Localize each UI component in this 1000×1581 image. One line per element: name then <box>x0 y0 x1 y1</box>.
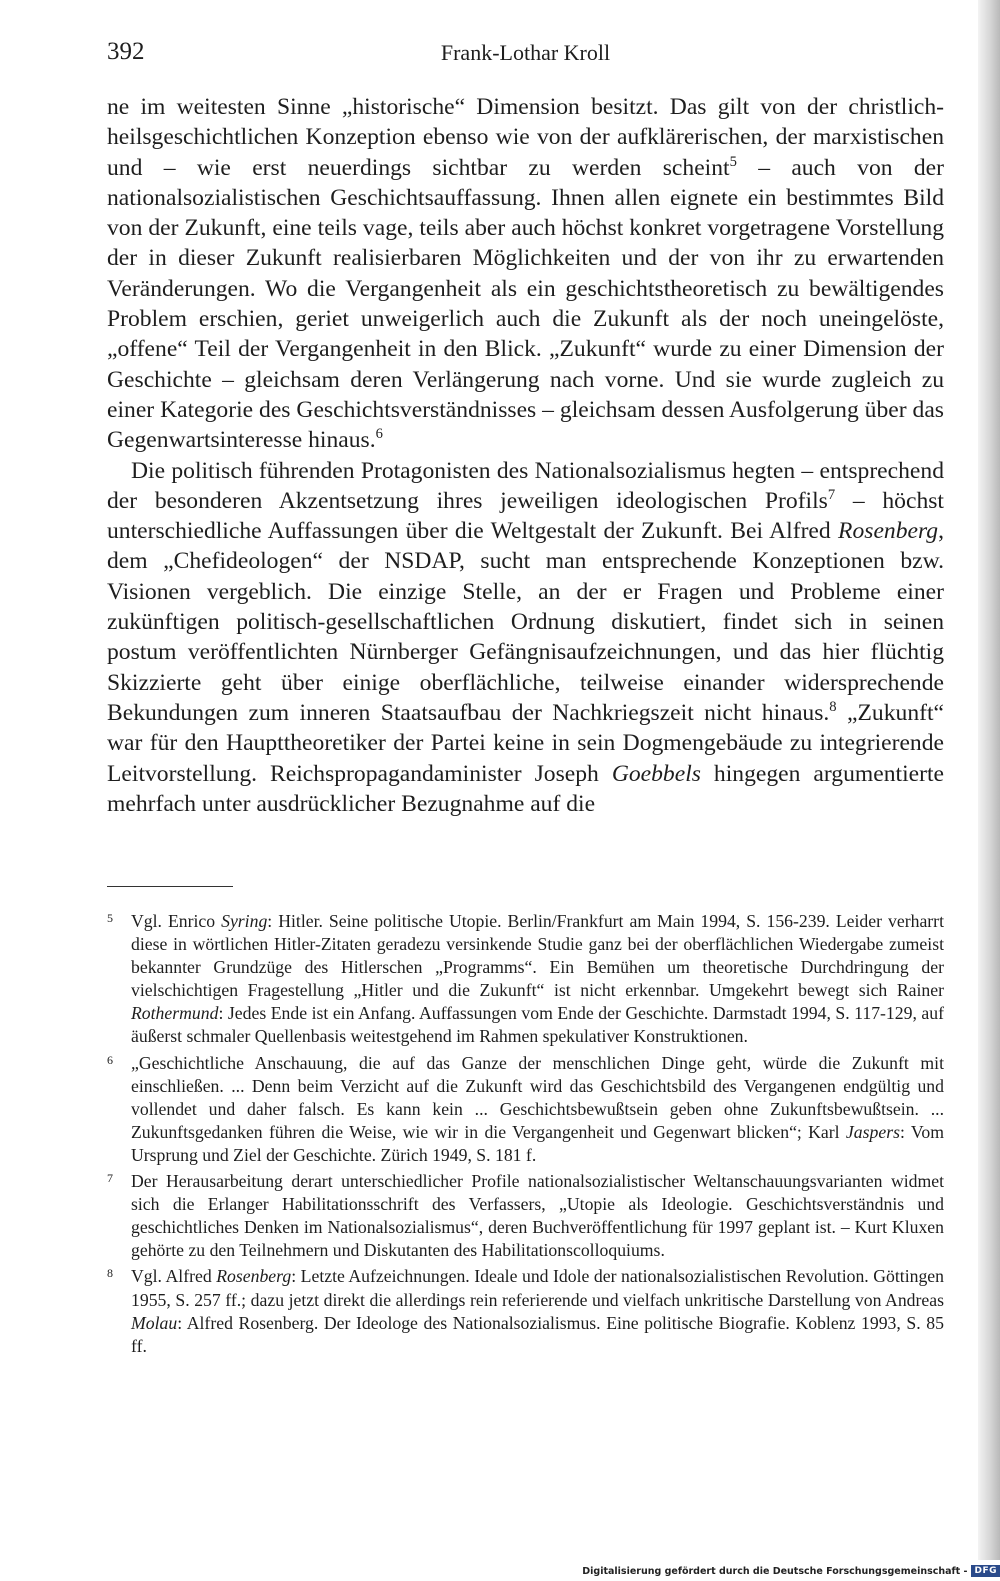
text-run: „Zukunft“ war für den Haupttheoretiker der Partei keine in sein Dogmengebäude zu integrierende Leitvorstellung. Reichspropagandaminister Joseph <box>107 699 944 787</box>
footnote-ref: 5 <box>729 153 737 170</box>
page-edge-shadow <box>978 0 1000 1560</box>
footnotes <box>107 910 944 1361</box>
italic-name: Jaspers <box>845 1121 900 1142</box>
text-run: , dem „Chefideologen“ der NSDAP, sucht man entsprechende Konzeptionen bzw. Visionen vergeblich. Die einzige Stelle, an der er Fragen und Probleme einer zukünftigen politisch-gesellschaftlichen Ordnung diskutiert, findet sich in seinen postum veröffentlichten Nürnberger Gefängnisaufzeichnungen, und das hier flüchtig Skizzierte geht über einige oberflächliche, teilweise einander widersprechende Bekundungen zum inneren Staatsaufbau der Nachkriegszeit nicht hinaus. <box>107 518 944 726</box>
footnote-separator <box>107 886 233 887</box>
footnote-7 <box>107 1170 944 1262</box>
paragraph <box>107 92 944 456</box>
text-run: : Alfred Rosenberg. Der Ideologe des Nationalsozialismus. Eine politische Biografie. Koblenz 1993, S. 85 ff. <box>131 1312 944 1356</box>
text-run: : Jedes Ende ist ein Anfang. Auffassungen vom Ende der Geschichte. Darmstadt 1994, S. 117-129, auf äußerst schmaler Quellenbasis weitestgehend im Rahmen spekulativer Konstruktionen. <box>131 1003 944 1047</box>
paragraph <box>107 456 944 820</box>
text-run: : Hitler. Seine politische Utopie. Berlin/Frankfurt am Main 1994, S. 156-239. Leider verharrt diese in wörtlichen Hitler-Zitaten geradezu versinkende Studie ganz bei der oberflächlichen Wiedergabe zumeist bekannter Grundzüge des Hitlerschen „Programms“. Ein Bemühen um theoretische Durchdringung der vielschichtigen Fragestellung „Hitler und die Zukunft“ ist nicht erkennbar. Umgekehrt bewegt sich Rainer <box>131 911 944 1001</box>
italic-name: Syring <box>221 911 268 931</box>
digitization-footer <box>576 1561 1000 1581</box>
text-run: Die politisch führenden Protagonisten des Nationalsozialismus hegten – entsprechend der besonderen Akzentsetzung ihres jeweiligen ideologischen Profils <box>107 457 944 514</box>
text-run: Vgl. Enrico <box>131 911 222 931</box>
footnote-number: 7 <box>107 1171 113 1186</box>
page-number: 392 <box>107 38 145 65</box>
text-run: Vgl. Alfred <box>131 1266 217 1287</box>
text-run: „Geschichtliche Anschauung, die auf das Ganze der menschlichen Dinge geht, würde die Zukunft mit einschließen. ... Denn beim Verzicht auf die Zukunft wird das Geschichtsbild des Vergangenen endgültig und vollendet und daher falsch. Es kann kein ... Geschichtsbewußtsein geben ohne Zukunftsbewußtsein. ... Zukunftsgedanken führen die Weise, wie wir in die Vergangenheit und Gegenwart blicken“; Karl <box>131 1052 944 1142</box>
text-run: hingegen argumentierte mehrfach unter ausdrücklicher Bezugnahme auf die <box>107 760 944 817</box>
italic-name: Rosenberg <box>838 518 939 545</box>
page-header <box>107 38 944 72</box>
text-run: – höchst unterschiedliche Auffassungen über die Weltgestalt der Zukunft. Bei Alfred <box>107 487 944 545</box>
main-text <box>107 92 944 819</box>
text-run: Der Herausarbeitung derart unterschiedlicher Profile nationalsozialistischer Weltanschauungsvarianten widmet sich die Erlanger Habilitationsschrift des Verfassers, „Utopie als Ideologie. Geschichtsverständnis und geschichtliches Denken im Nationalsozialismus“, deren Buchveröffentlichung für 1997 geplant ist. – Kurt Kluxen gehörte zu den Teilnehmern und Diskutanten des Habilitationscolloquiums. <box>131 1171 944 1261</box>
italic-name: Goebbels <box>611 760 701 787</box>
footnote-number: 5 <box>107 911 113 925</box>
digitization-note: Digitalisierung gefördert durch die Deutsche Forschungsgemeinschaft - <box>582 1565 968 1577</box>
italic-name: Rothermund <box>131 1003 219 1024</box>
running-head-author: Frank-Lothar Kroll <box>440 40 611 65</box>
footnote-8 <box>107 1265 944 1357</box>
dfg-logo: DFG <box>971 1565 1000 1577</box>
text-run: : Letzte Aufzeichnungen. Ideale und Idole der nationalsozialistischen Revolution. Göttingen 1955, S. 257 ff.; dazu jetzt direkt die allerdings rein referierende und vielfach unkritische Darstellung von Andreas <box>131 1266 945 1310</box>
text-run: : Vom Ursprung und Ziel der Geschichte. Zürich 1949, S. 181 f. <box>131 1121 944 1165</box>
footnote-ref: 6 <box>375 426 383 443</box>
footnote-5 <box>107 910 944 1049</box>
italic-name: Molau <box>131 1312 178 1333</box>
italic-name: Rosenberg <box>216 1266 292 1287</box>
footnote-ref: 7 <box>827 487 836 503</box>
text-run: ne im weitesten Sinne „historische“ Dimension besitzt. Das gilt von der christlich-heilsgeschichtlichen Konzeption ebenso wie von der aufklärerischen, der marxistischen und – wie erst neuerdings sichtbar zu werden scheint <box>107 94 944 181</box>
footnote-number: 6 <box>107 1052 113 1067</box>
text-run: – auch von der nationalsozialistischen Geschichtsauffassung. Ihnen allen eignete ein bestimmtes Bild von der Zukunft, eine teils vage, teils aber auch höchst konkret vorgetragene Vorstellung der in dieser Zukunft realisierbaren Möglichkeiten und der von ihr zu erwartenden Veränderungen. Wo die Vergangenheit als ein geschichtstheoretisch zu bewältigendes Problem erschien, geriet unweigerlich auch die Zukunft als der noch uneingelöste, „offene“ Teil der Vergangenheit in den Blick. „Zukunft“ wurde zu einer Dimension der Geschichte – gleichsam deren Verlängerung nach vorne. Und sie wurde zugleich zu einer Kategorie des Geschichtsverständnisses – gleichsam dessen Ausfolgerung über das Gegenwartsinteresse hinaus. <box>107 154 944 454</box>
footnote-6 <box>107 1052 944 1167</box>
footnote-number: 8 <box>107 1266 113 1281</box>
footnote-ref: 8 <box>829 699 837 716</box>
